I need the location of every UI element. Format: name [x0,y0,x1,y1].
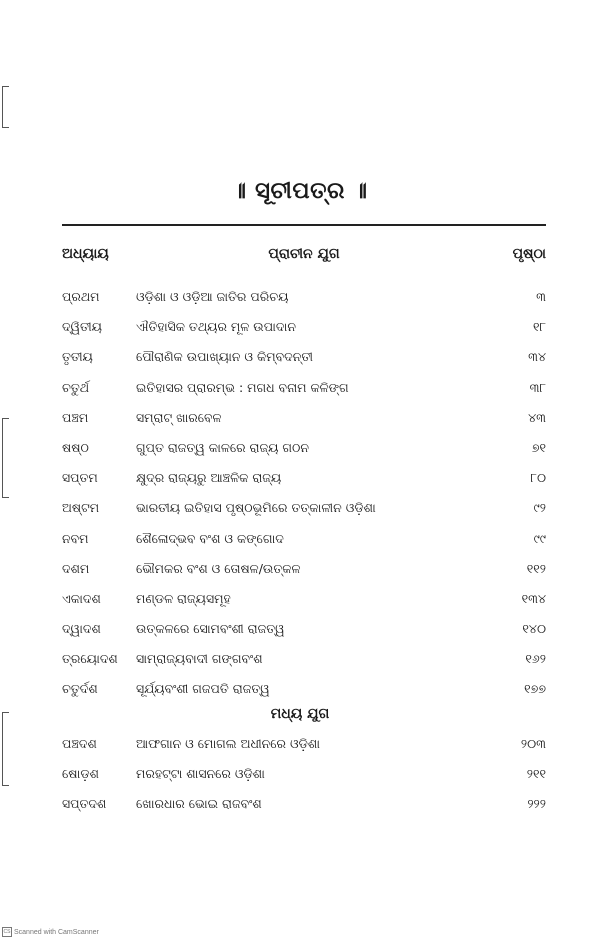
toc-row [62,436,546,466]
toc-row [62,762,546,792]
page-number: ୯୨ [533,500,546,516]
page-number: ୧୬୨ [525,651,546,667]
page-number: ୨୧୧ [526,766,546,782]
chapter-column-header: ଅଧ୍ୟାୟ [62,246,109,262]
page-number: ୧୧୨ [526,560,546,576]
chapter-title: ଐତିହାସିକ ତଥ୍ୟର ମୂଳ ଉପାଦାନ [136,319,296,335]
toc-row [62,677,546,707]
page-number: ୧୪୦ [522,621,546,637]
chapter-number: ଚତୁର୍ଥ [62,379,90,395]
chapter-title: ସୂର୍ଯ୍ୟବଂଶୀ ଗଜପତି ରାଜତ୍ୱ [136,681,270,697]
page-number: ୧୩୪ [521,590,546,606]
era-heading: ପ୍ରାଚୀନ ଯୁଗ [268,246,340,262]
chapter-number: ତ୍ରୟୋଦଶ [62,651,118,667]
scan-margin-mark [2,418,9,498]
page-number: ୩୪ [528,349,546,365]
medieval-era-heading: ମଧ୍ୟ ଯୁଗ [270,706,330,722]
scan-margin-mark [2,86,9,128]
chapter-title: ମରହଟ୍ଟା ଶାସନରେ ଓଡ଼ିଶା [136,766,265,782]
toc-row [62,617,546,647]
toc-row [62,792,546,822]
chapter-number: ଷୋଡ଼ଶ [62,766,99,782]
camscanner-logo-icon: CS [3,929,11,935]
chapter-title: ପୌରାଣିକ ଉପାଖ୍ୟାନ ଓ କିମ୍ବଦନ୍ତୀ [136,349,313,365]
chapter-number: ଏକାଦଶ [62,590,101,606]
toc-row [62,496,546,526]
toc-row [62,345,546,375]
chapter-number: ତୃତୀୟ [62,349,93,365]
title-divider [62,224,546,226]
page-number: ୨୨୨ [527,796,546,812]
page-number: ୪୩ [528,409,546,425]
toc-row [62,315,546,345]
page-column-header: ପୃଷ୍ଠା [512,246,546,262]
chapter-number: ପଞ୍ଚଦଶ [62,736,97,751]
page-number: ୧୭୭ [524,681,546,697]
chapter-number: ନବମ [62,530,89,546]
chapter-number: ଦ୍ୱାଦଶ [62,621,101,637]
chapter-title: ଓଡ଼ିଶା ଓ ଓଡ଼ିଆ ଜାତିର ପରିଚୟ [136,289,289,304]
chapter-number: ଦଶମ [62,560,90,576]
chapter-title: ଭାରତୀୟ ଇତିହାସ ପୃଷ୍ଠଭୂମିରେ ତତ୍କାଳୀନ ଓଡ଼ିଶା [136,500,376,516]
chapter-number: ସପ୍ତମ [62,470,98,486]
toc-row [62,587,546,617]
page-number: ୭୧ [531,439,546,455]
page-number: ୯୯ [533,530,546,546]
toc-row [62,466,546,496]
toc-row [62,376,546,406]
chapter-title: ମଣ୍ଡଳ ରାଜ୍ୟସମୂହ [136,590,231,606]
chapter-title: ଖୋରଧାର ଭୋଇ ରାଜବଂଶ [136,796,262,812]
page-number: ୩୮ [529,379,546,395]
chapter-title: କ୍ଷୁଦ୍ର ରାଜ୍ୟରୁ ଆଞ୍ଚଳିକ ରାଜ୍ୟ [136,470,282,486]
chapter-number: ଷଷ୍ଠ [62,439,89,455]
chapter-title: ସମ୍ରାଟ୍ ଖାରବେଳ [136,409,222,425]
chapter-title: ଉତ୍କଳରେ ସୋମବଂଶୀ ରାଜତ୍ୱ [136,621,285,637]
toc-row [62,557,546,587]
page-title: ॥ ସୂଚୀପତ୍ର ॥ [232,178,368,204]
chapter-title: ଆଫଗାନ ଓ ମୋଗଲ ଅଧୀନରେ ଓଡ଼ିଶା [136,736,321,751]
chapter-number: ଦ୍ୱିତୀୟ [62,319,102,335]
toc-row [62,285,546,315]
chapter-number: ଅଷ୍ଟମ [62,500,100,516]
chapter-title: ସାମ୍ରାଜ୍ୟବାଦୀ ଗଙ୍ଗବଂଶ [136,651,263,667]
toc-row [62,647,546,677]
scanner-watermark [2,927,99,937]
chapter-title: ଭୌମକର ବଂଶ ଓ ତୋଷଳ/ଉତ୍କଳ [136,560,301,576]
scan-margin-mark [2,712,9,786]
page-number: ୨୦୩ [520,736,546,751]
chapter-number: ସପ୍ତଦଶ [62,796,107,812]
ancient-era-list [62,285,546,708]
toc-row [62,527,546,557]
toc-row [62,732,546,762]
table-header [62,246,546,270]
chapter-number: ପଞ୍ଚମ [62,409,89,425]
chapter-title: ଗୁପ୍ତ ରାଜତ୍ୱ କାଳରେ ରାଜ୍ୟ ଗଠନ [136,439,309,455]
medieval-era-list [62,732,546,823]
watermark-text: Scanned with CamScanner [14,928,99,936]
toc-row [62,406,546,436]
chapter-title: ଶୈଳୋଦ୍ଭବ ବଂଶ ଓ କଙ୍ଗୋଦ [136,530,284,546]
page-number: ୧୮ [532,319,546,335]
chapter-number: ଚତୁର୍ଦଶ [62,681,98,697]
page-number: ୮୦ [530,470,546,486]
chapter-title: ଇତିହାସର ପ୍ରାରମ୍ଭ : ମଗଧ ବନାମ କଳିଙ୍ଗ [136,379,349,395]
page-number: ୩ [536,289,546,304]
chapter-number: ପ୍ରଥମ [62,289,100,304]
